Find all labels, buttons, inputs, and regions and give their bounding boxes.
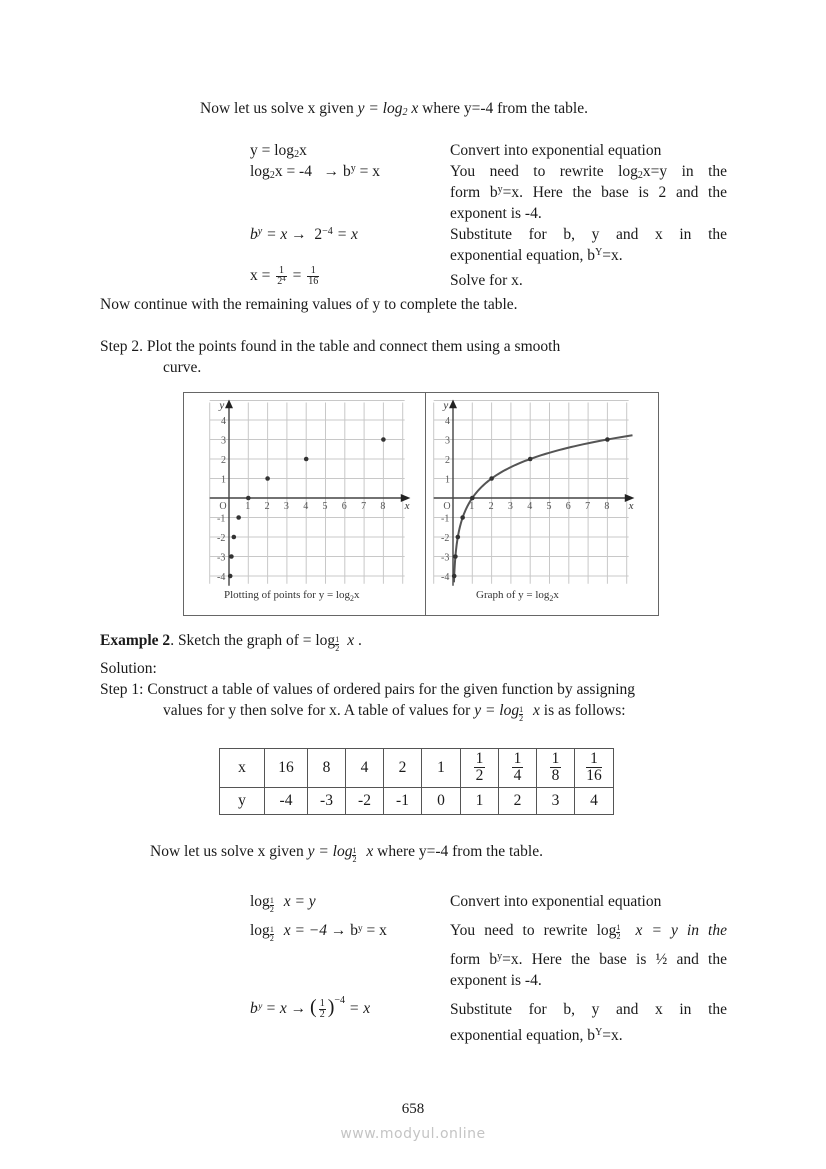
watermark: www.modyul.online — [340, 1126, 486, 1142]
s2-right-2a: You need to rewrite log 1 2 x = y in the — [450, 922, 727, 941]
s2-left-3: bʸ = x → ( $\frac{1}{2}$ )$^{-4}$ = x — [250, 995, 371, 1020]
y-tick-label: -4 — [217, 572, 226, 583]
table-cell: 2 — [384, 749, 422, 788]
y-tick-label: 1 — [445, 474, 450, 486]
y-tick-label: 4 — [221, 416, 226, 427]
continue-text: Now continue with the remaining values of y to complete the table. — [100, 296, 518, 313]
data-point — [381, 437, 386, 442]
step2-line1: Step 2. Plot the points found in the table and connect them using a smooth — [100, 338, 561, 355]
y-tick-label: -1 — [217, 513, 226, 525]
data-point — [470, 496, 475, 501]
x-tick-label: 3 — [283, 501, 289, 512]
table-cell: 8 — [308, 749, 346, 788]
data-point — [228, 574, 233, 579]
table-cell-fraction: $\frac{1}{4}$ — [499, 749, 537, 788]
x-axis-label: x — [628, 500, 634, 512]
graph-panel-curve — [425, 392, 659, 616]
data-point — [229, 554, 234, 559]
x-tick-label: 8 — [380, 501, 386, 512]
s2-right-1: Convert into exponential equation — [450, 893, 662, 910]
y-tick-label: -3 — [217, 552, 226, 564]
data-point — [456, 535, 461, 540]
s2-right-2b: form $b^y=x$. Here the base is ½ and the — [450, 951, 727, 968]
data-point — [460, 515, 465, 520]
x-tick-label: O — [219, 501, 227, 512]
page-number: 658 — [401, 1101, 425, 1117]
data-point — [489, 476, 494, 481]
data-point — [236, 515, 241, 520]
table-cell: 4 — [575, 788, 614, 815]
caption-text: x — [553, 589, 559, 601]
table-cell: -4 — [265, 788, 308, 815]
chart-caption — [476, 589, 559, 603]
y-tick-label: 4 — [445, 416, 450, 427]
table-row-y — [220, 788, 614, 815]
table-cell: 16 — [265, 749, 308, 788]
x-tick-label: 6 — [565, 501, 571, 512]
data-point — [528, 457, 533, 462]
step-left-2: $\log_2x = -4 \to b^y = x$ — [250, 163, 380, 181]
y-tick-label: 1 — [221, 474, 226, 486]
step-right-2b: form $b^y=x$. Here the base is 2 and the — [450, 184, 727, 201]
step-right-3a: Substitute for b, y and x in the — [450, 226, 727, 243]
x-tick-label: 2 — [264, 501, 270, 512]
x-tick-label: 6 — [341, 501, 347, 512]
s2-right-2c: exponent is -4. — [450, 972, 542, 989]
table-cell-fraction: $\frac{1}{8}$ — [537, 749, 575, 788]
step1-line1: Step 1: Construct a table of values of ordered pairs for the given function by assigning — [100, 681, 636, 698]
caption-subscript: 2 — [549, 594, 554, 603]
y-tick-label: -2 — [217, 533, 226, 544]
table-cell: 4 — [346, 749, 384, 788]
y-tick-label: 2 — [221, 455, 226, 466]
y-axis-label: y — [443, 399, 449, 412]
example2-title: Example 2. Sketch the graph of = log 1 2 x . — [100, 632, 362, 653]
table-row-x — [220, 749, 614, 788]
step-left-1: $y = \log_2x$ — [250, 142, 307, 160]
step-right-2c: exponent is -4. — [450, 205, 542, 222]
data-point — [453, 554, 458, 559]
x-tick-label: 8 — [604, 501, 610, 512]
y-tick-label: -1 — [441, 513, 450, 525]
data-point — [605, 437, 610, 442]
y-tick-label: 2 — [445, 455, 450, 466]
step-left-4: x = $\frac{1}{2^4}$ = $\frac{1}{16}$ — [250, 265, 319, 287]
x-tick-label: 4 — [303, 501, 309, 512]
step-right-1: Convert into exponential equation — [450, 142, 662, 159]
data-point — [265, 476, 270, 481]
table-cell: 3 — [537, 788, 575, 815]
table-cell: 1 — [461, 788, 499, 815]
section2-intro: Now let us solve x given y = log 1 2 x where y=-4 from the table. — [150, 843, 543, 864]
table-cell: -3 — [308, 788, 346, 815]
x-tick-label: 7 — [361, 501, 367, 512]
graph-panel-points — [183, 392, 426, 616]
y-axis-label: y — [219, 399, 225, 412]
section1-intro: Now let us solve x given $y = \log_2 x$ where y=-4 from the table. — [200, 100, 588, 118]
table-cell: 1 — [422, 749, 461, 788]
row-label: y — [220, 788, 265, 815]
y-tick-label: 3 — [221, 435, 226, 447]
y-tick-label: -2 — [441, 533, 450, 544]
y-tick-label: -4 — [441, 572, 450, 583]
step-right-4: Solve for x. — [450, 272, 523, 289]
x-tick-label: 5 — [322, 501, 328, 512]
x-tick-label: 1 — [469, 501, 475, 512]
data-point — [452, 574, 457, 579]
table-cell: -2 — [346, 788, 384, 815]
values-table — [219, 748, 614, 815]
step2-line2: curve. — [163, 359, 202, 376]
caption-subscript: 2 — [349, 594, 354, 603]
step-left-3: $b^y = x \to 2^{-4} = x$ — [250, 226, 358, 243]
x-tick-label: 2 — [488, 501, 494, 512]
solution-label: Solution: — [100, 660, 157, 677]
x-tick-label: O — [443, 501, 451, 512]
s2-right-3b: exponential equation, $b^Y=x$. — [450, 1027, 623, 1044]
caption-text: Graph of y = log — [476, 589, 550, 601]
s2-left-1: log 1 2 x = y — [250, 893, 316, 914]
x-tick-label: 4 — [527, 501, 533, 512]
s2-right-3a: Substitute for b, y and x in the — [450, 1001, 727, 1018]
table-cell: -1 — [384, 788, 422, 815]
data-point — [304, 457, 309, 462]
caption-text: Plotting of points for y = log — [224, 589, 350, 601]
curve-plot — [426, 393, 658, 615]
table-cell: 0 — [422, 788, 461, 815]
data-point — [246, 496, 251, 501]
s2-left-2: log 1 2 x = −4 → bʸ = x — [250, 922, 387, 943]
y-tick-label: 3 — [445, 435, 450, 447]
step-right-3b: exponential equation, $b^Y=x$. — [450, 247, 623, 264]
caption-text: x — [353, 589, 360, 601]
table-cell-fraction: $\frac{1}{2}$ — [461, 749, 499, 788]
x-tick-label: 5 — [546, 501, 552, 512]
chart-caption — [224, 589, 360, 603]
step1-line2: values for y then solve for x. A table of values for y = log 1 2 x is as follows: — [163, 702, 626, 723]
x-tick-label: 3 — [507, 501, 513, 512]
row-label: x — [220, 749, 265, 788]
table-cell: 2 — [499, 788, 537, 815]
y-tick-label: -3 — [441, 552, 450, 564]
x-axis-label: x — [404, 500, 410, 512]
points-plot — [184, 393, 425, 615]
data-point — [232, 535, 237, 540]
x-tick-label: 1 — [245, 501, 251, 512]
step-right-2a: You need to rewrite $\log_2x=y$ in the — [450, 163, 728, 181]
table-cell-fraction: $\frac{1}{16}$ — [575, 749, 614, 788]
x-tick-label: 7 — [585, 501, 591, 512]
